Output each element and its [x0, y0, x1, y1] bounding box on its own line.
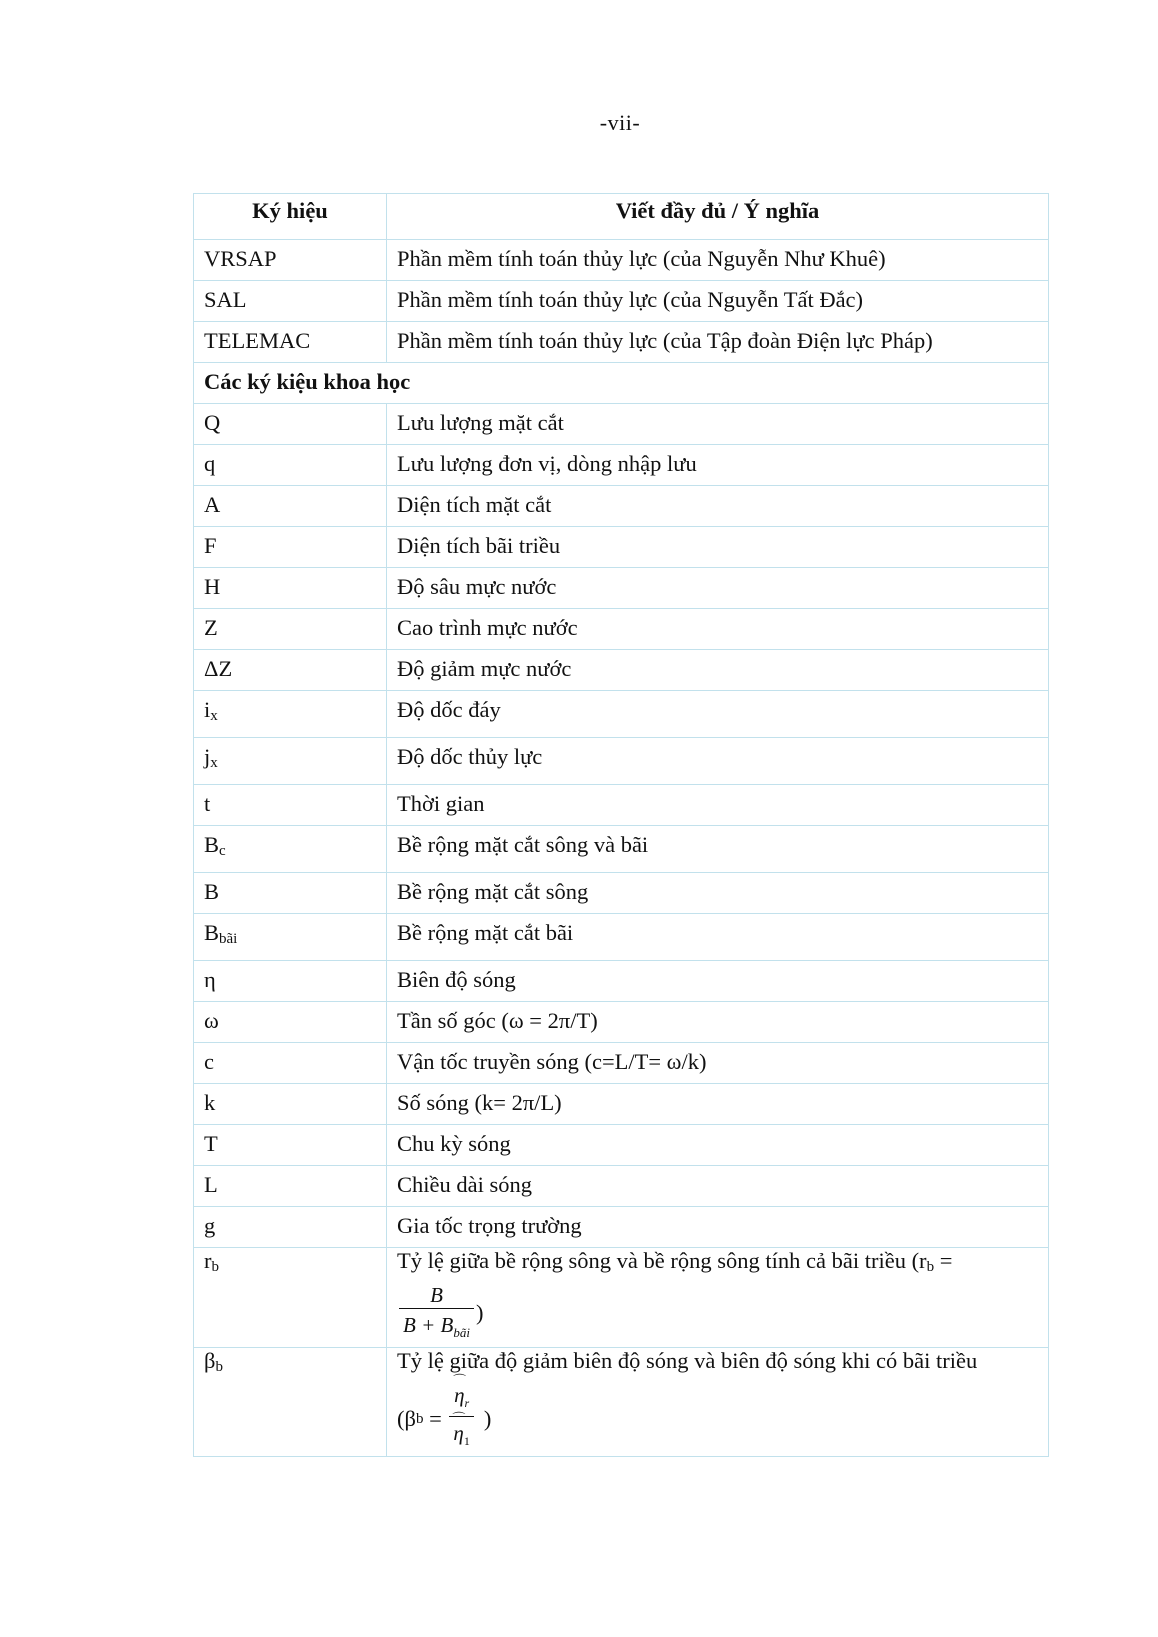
meaning-cell: Chu kỳ sóng	[387, 1125, 1049, 1166]
table-row	[194, 1084, 1049, 1125]
table-row	[194, 527, 1049, 568]
table-row	[194, 738, 1049, 785]
table-row	[194, 568, 1049, 609]
eta-hat: ⌒ η	[454, 1382, 464, 1408]
meaning-cell: Chiều dài sóng	[387, 1166, 1049, 1207]
denominator-text: B + B	[403, 1313, 454, 1337]
rb-formula	[397, 1282, 1038, 1347]
symbol-cell	[194, 404, 387, 445]
meaning-cell: Phần mềm tính toán thủy lực (của Nguyễn Tất Đắc)	[387, 281, 1049, 322]
meaning-cell: Bề rộng mặt cắt bãi	[387, 914, 1049, 961]
symbol-subscript: x	[210, 755, 218, 771]
rb-fraction	[399, 1282, 474, 1347]
meaning-cell: Độ dốc thủy lực	[387, 738, 1049, 785]
meaning-cell: Cao trình mực nước	[387, 609, 1049, 650]
table-row	[194, 785, 1049, 826]
table-row	[194, 1043, 1049, 1084]
meaning-subscript: b	[926, 1259, 935, 1275]
symbol-text: T	[204, 1131, 218, 1156]
header-symbol: Ký hiệu	[194, 194, 387, 240]
symbol-cell	[194, 1043, 387, 1084]
beta-formula	[397, 1382, 1038, 1455]
section-title: Các ký kiệu khoa học	[194, 363, 1049, 404]
symbol-cell	[194, 691, 387, 738]
symbols-table	[193, 193, 1049, 1457]
meaning-cell: Độ sâu mực nước	[387, 568, 1049, 609]
symbol-text: β	[204, 1348, 216, 1374]
meaning-text: Tỷ lệ giữa bề rộng sông và bề rộng sông tính cả bãi triều (r	[397, 1248, 927, 1273]
table-body	[194, 240, 1049, 1457]
close-paren: )	[483, 1405, 492, 1431]
symbol-cell	[194, 1084, 387, 1125]
denominator-subscript: bãi	[453, 1325, 470, 1341]
symbol-text: F	[204, 533, 217, 558]
meaning-cell: Thời gian	[387, 785, 1049, 826]
meaning-cell: Bề rộng mặt cắt sông	[387, 873, 1049, 914]
symbol-text: i	[204, 697, 211, 722]
table-row	[194, 240, 1049, 281]
symbol-cell	[194, 961, 387, 1002]
beta-fraction	[449, 1382, 473, 1455]
table-row	[194, 914, 1049, 961]
formula-open: (β	[397, 1405, 416, 1431]
table-row	[194, 691, 1049, 738]
table-row	[194, 486, 1049, 527]
symbol-cell	[194, 568, 387, 609]
meaning-cell: Bề rộng mặt cắt sông và bãi	[387, 826, 1049, 873]
symbol-subscript: b	[215, 1359, 223, 1376]
symbol-cell	[194, 1248, 387, 1348]
symbol-subscript: x	[210, 708, 218, 724]
symbol-text: B	[204, 832, 220, 857]
table-row	[194, 873, 1049, 914]
symbol-cell	[194, 1166, 387, 1207]
meaning-cell: Diện tích bãi triều	[387, 527, 1049, 568]
table-row	[194, 281, 1049, 322]
symbol-cell	[194, 1002, 387, 1043]
fraction-denominator	[399, 1308, 474, 1347]
meaning-cell	[387, 1348, 1049, 1456]
symbol-cell	[194, 873, 387, 914]
symbol-subscript: b	[211, 1259, 219, 1275]
meaning-cell: Biên độ sóng	[387, 961, 1049, 1002]
fraction-denominator	[449, 1416, 473, 1455]
symbol-text: c	[204, 1049, 214, 1074]
symbol-text: g	[204, 1213, 216, 1238]
fraction-numerator: B	[430, 1283, 443, 1307]
page-number: -vii-	[599, 110, 641, 135]
symbol-text: Q	[204, 410, 221, 435]
meaning-cell: Phần mềm tính toán thủy lực (của Nguyễn Như Khuê)	[387, 240, 1049, 281]
denominator-subscript: 1	[463, 1434, 470, 1449]
symbol-cell	[194, 826, 387, 873]
numerator-subscript: r	[464, 1396, 470, 1411]
table-row	[194, 1166, 1049, 1207]
table-header-row	[194, 194, 1049, 240]
symbol-cell	[194, 445, 387, 486]
meaning-cell: Độ giảm mực nước	[387, 650, 1049, 691]
meaning-tail: =	[934, 1248, 953, 1273]
symbol-text: ΔZ	[204, 656, 233, 681]
symbol-text: q	[204, 451, 216, 476]
close-paren: )	[475, 1299, 484, 1325]
symbol-cell	[194, 1125, 387, 1166]
meaning-cell: Phần mềm tính toán thủy lực (của Tập đoàn Điện lực Pháp)	[387, 322, 1049, 363]
table-row	[194, 404, 1049, 445]
symbol-text: H	[204, 574, 221, 599]
symbol-subscript: c	[219, 843, 226, 859]
symbol-text: k	[204, 1090, 216, 1115]
symbol-cell	[194, 738, 387, 785]
symbol-text: j	[204, 744, 211, 769]
meaning-cell: Lưu lượng đơn vị, dòng nhập lưu	[387, 445, 1049, 486]
meaning-text: Tỷ lệ giữa độ giảm biên độ sóng và biên độ sóng khi có bãi triều	[397, 1348, 978, 1374]
symbol-cell	[194, 527, 387, 568]
symbol-text: A	[204, 492, 221, 517]
symbol-subscript: bãi	[219, 931, 238, 947]
symbol-text: η	[204, 967, 216, 992]
meaning-cell: Vận tốc truyền sóng (c=L/T= ω/k)	[387, 1043, 1049, 1084]
section-header-row	[194, 363, 1049, 404]
symbol-cell: SAL	[194, 281, 387, 322]
symbol-cell	[194, 486, 387, 527]
symbol-text: Z	[204, 615, 218, 640]
symbol-text: B	[204, 920, 220, 945]
table-row	[194, 1125, 1049, 1166]
meaning-cell: Diện tích mặt cắt	[387, 486, 1049, 527]
symbol-cell	[194, 1348, 387, 1456]
meaning-cell	[387, 1248, 1049, 1348]
symbol-cell	[194, 1207, 387, 1248]
meaning-cell: Lưu lượng mặt cắt	[387, 404, 1049, 445]
symbol-cell	[194, 785, 387, 826]
formula-equals: =	[423, 1405, 448, 1431]
meaning-cell: Độ dốc đáy	[387, 691, 1049, 738]
meaning-cell: Tần số góc (ω = 2π/T)	[387, 1002, 1049, 1043]
table-row	[194, 1002, 1049, 1043]
table-row	[194, 650, 1049, 691]
symbol-cell: VRSAP	[194, 240, 387, 281]
eta-hat: ⌒ η	[453, 1419, 463, 1447]
header-meaning: Viết đầy đủ / Ý nghĩa	[387, 194, 1049, 240]
formula-subscript: b	[415, 1410, 424, 1427]
symbol-text: L	[204, 1172, 218, 1197]
table-row	[194, 1207, 1049, 1248]
table-row-beta	[194, 1348, 1049, 1456]
symbol-text: r	[204, 1248, 212, 1273]
meaning-cell: Gia tốc trọng trường	[387, 1207, 1049, 1248]
table-row	[194, 445, 1049, 486]
table-row-rb	[194, 1248, 1049, 1348]
symbol-cell: TELEMAC	[194, 322, 387, 363]
symbol-text: B	[204, 879, 220, 904]
table-row	[194, 826, 1049, 873]
table-row	[194, 961, 1049, 1002]
symbol-cell	[194, 609, 387, 650]
meaning-cell: Số sóng (k= 2π/L)	[387, 1084, 1049, 1125]
symbol-text: ω	[204, 1008, 219, 1033]
table-row	[194, 322, 1049, 363]
table-row	[194, 609, 1049, 650]
symbol-cell	[194, 650, 387, 691]
symbol-cell	[194, 914, 387, 961]
symbol-text: t	[204, 791, 211, 816]
